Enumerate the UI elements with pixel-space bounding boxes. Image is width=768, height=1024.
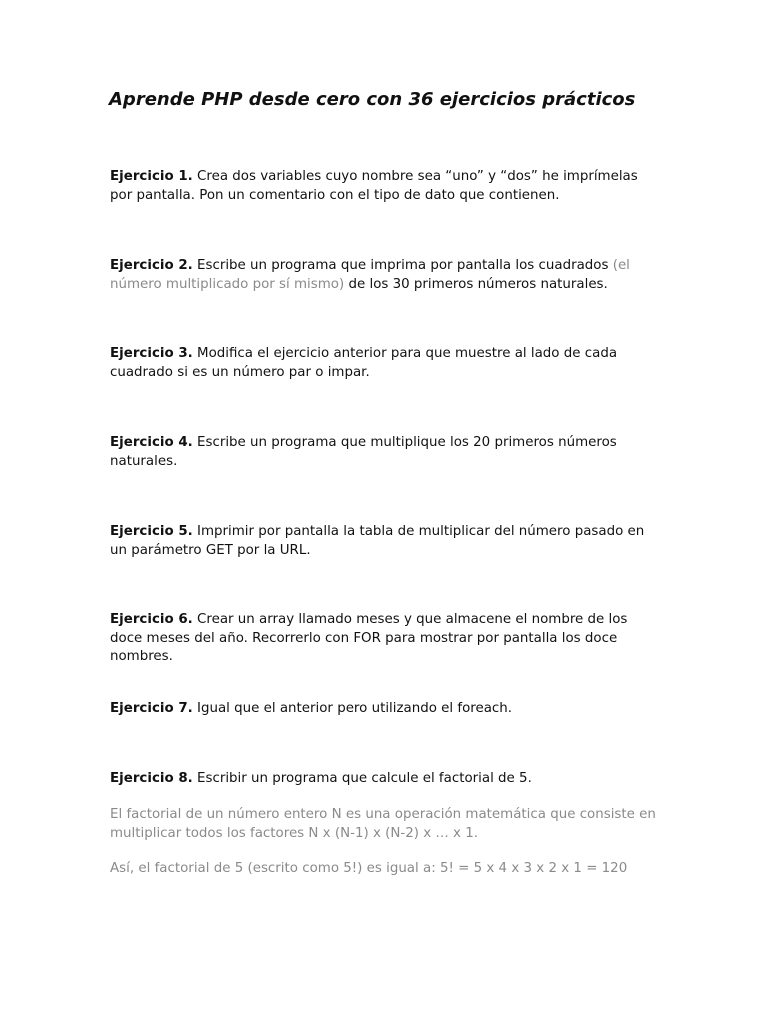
exercise-1 — [110, 168, 658, 205]
exercise-text: Crear un array llamado meses y que almacene el nombre de los doce meses del año. Recorrerlo con FOR para mostrar por pantalla los doce nombres. — [110, 612, 628, 664]
exercise-label: Ejercicio 5. — [110, 524, 193, 539]
exercise-8 — [110, 770, 658, 789]
exercise-text: Escribe un programa que multiplique los 20 primeros números naturales. — [110, 435, 617, 469]
exercise-text-after: de los 30 primeros números naturales. — [348, 276, 608, 292]
exercise-label: Ejercicio 7. — [110, 701, 193, 716]
exercise-label: Ejercicio 8. — [110, 771, 193, 786]
exercise-7 — [110, 700, 658, 719]
exercise-5 — [110, 523, 658, 560]
factorial-explanation: El factorial de un número entero N es una operación matemática que consiste en multiplicar todos los factores N x (N-1) x (N-2) x … x 1. — [110, 807, 656, 841]
exercise-3 — [110, 345, 658, 382]
exercise-4 — [110, 434, 658, 471]
document-title: Aprende PHP desde cero con 36 ejercicios prácticos — [109, 89, 636, 110]
exercise-label: Ejercicio 2. — [110, 258, 193, 273]
exercise-label: Ejercicio 3. — [110, 346, 193, 361]
exercise-text: Igual que el anterior pero utilizando el foreach. — [197, 701, 513, 716]
exercise-text: Modifica el ejercicio anterior para que muestre al lado de cada cuadrado si es un número par o impar. — [110, 346, 618, 380]
exercise-text: Escribir un programa que calcule el factorial de 5. — [197, 771, 532, 786]
exercise-6 — [110, 611, 658, 667]
exercise-label: Ejercicio 6. — [110, 612, 193, 627]
factorial-example: Así, el factorial de 5 (escrito como 5!) es igual a: 5! = 5 x 4 x 3 x 2 x 1 = 120 — [110, 861, 628, 876]
exercise-text: Crea dos variables cuyo nombre sea “uno” y “dos” he imprímelas por pantalla. Pon un comentario con el tipo de dato que contienen. — [110, 169, 638, 203]
exercise-text: Escribe un programa que imprima por pantalla los cuadrados — [197, 258, 609, 273]
exercise-label: Ejercicio 4. — [110, 435, 193, 450]
exercise-text: Imprimir por pantalla la tabla de multiplicar del número pasado en un parámetro GET por la URL. — [110, 524, 645, 558]
exercise-aside: (el número multiplicado por sí mismo) — [110, 258, 630, 292]
exercise-2 — [110, 257, 658, 294]
exercise-label: Ejercicio 1. — [110, 169, 193, 184]
